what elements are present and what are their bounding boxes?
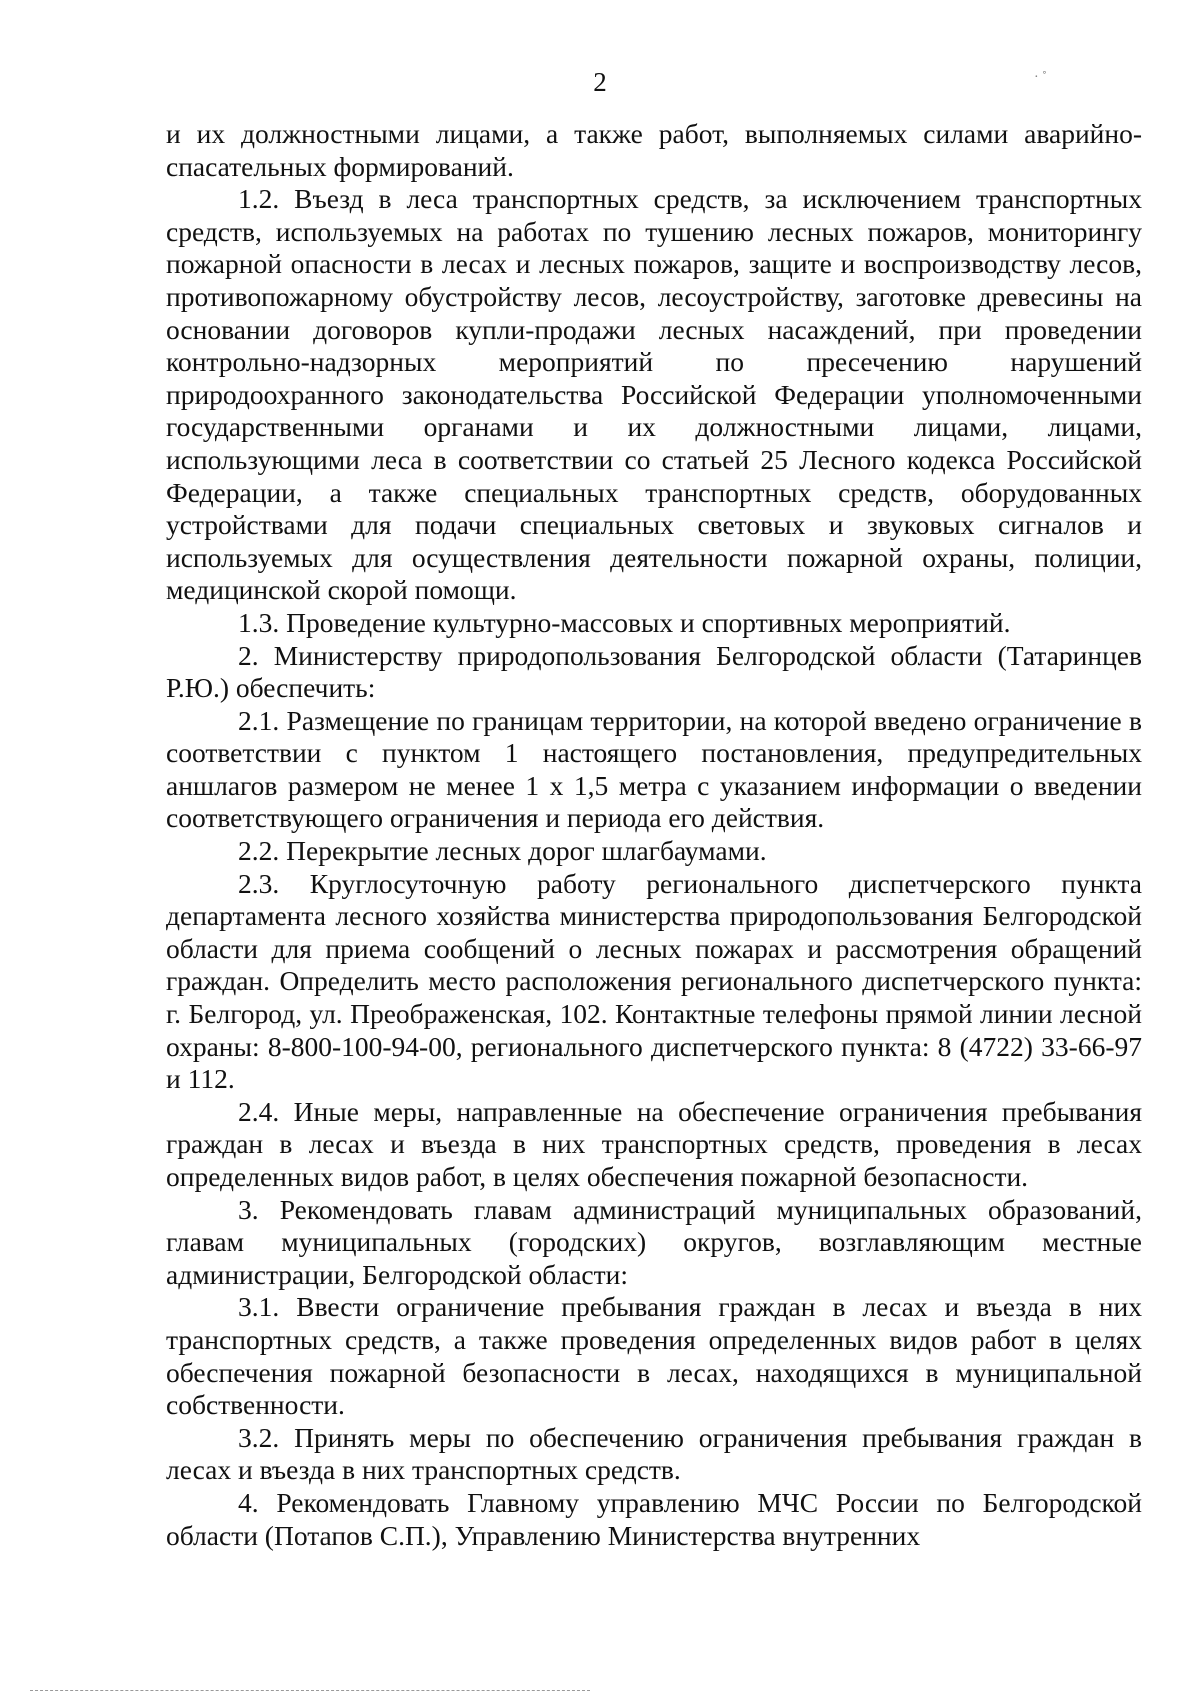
paragraph-continuation: и их должностными лицами, а также работ, выполняемых силами аварийно-спасательных формирований. [166,118,1142,182]
paragraph-4: 4. Рекомендовать Главному управлению МЧС России по Белгородской области (Потапов С.П.), Управлению Министерства внутренних [166,1486,1142,1551]
paragraph-2-2: 2.2. Перекрытие лесных дорог шлагбаумами. [238,835,767,867]
paragraph-1-3: 1.3. Проведение культурно-массовых и спортивных мероприятий. [238,606,1011,638]
page-number: 2 [593,67,607,97]
paragraph-2-1: 2.1. Размещение по границам территории, на которой введено ограничение в соответствии с пунктом 1 настоящего постановления, предупредительных аншлагов размером не менее 1 х 1,5 метра с указанием информации о введении соответствующего ограничения и периода его действия. [166,704,1142,834]
paragraph-3-2: 3.2. Принять меры по обеспечению ограничения пребывания граждан в лесах и въезда в них транспортных средств. [166,1421,1142,1486]
scan-edge-line [30,1690,590,1691]
paragraph-2: 2. Министерству природопользования Белгородской области (Татаринцев Р.Ю.) обеспечить: [166,639,1142,704]
scan-artifact: · ˚ [1034,70,1047,85]
paragraph-3: 3. Рекомендовать главам администраций муниципальных образований, главам муниципальных (городских) округов, возглавляющим местные администрации, Белгородской области: [166,1193,1142,1290]
document-body [166,118,1142,1552]
paragraph-3-1: 3.1. Ввести ограничение пребывания граждан в лесах и въезда в них транспортных средств, а также проведения определенных видов работ в целях обеспечения пожарной безопасности в лесах, находящихся в муниципальной собственности. [166,1291,1142,1421]
paragraph-1-2: 1.2. Въезд в леса транспортных средств, за исключением транспортных средств, используемых на работах по тушению лесных пожаров, мониторингу пожарной опасности в лесах и лесных пожаров, защите и воспроизводству лесов, противопожарному обустройству лесов, лесоустройству, заготовке древесины на основании договоров купли-продажи лесных насаждений, при проведении контрольно-надзорных мероприятий по пресечению нарушений природоохранного законодательства Российской Федерации уполномоченными государственными органами и их должностными лицами, лицами, использующими леса в соответствии со статьей 25 Лесного кодекса Российской Федерации, а также специальных транспортных средств, оборудованных устройствами для подачи специальных световых и звуковых сигналов и используемых для осуществления деятельности пожарной охраны, полиции, медицинской скорой помощи. [166,183,1142,606]
paragraph-2-4: 2.4. Иные меры, направленные на обеспечение ограничения пребывания граждан в лесах и въезда в них транспортных средств, проведения в лесах определенных видов работ, в целях обеспечения пожарной безопасности. [166,1095,1142,1192]
paragraph-2-3: 2.3. Круглосуточную работу регионального диспетчерского пункта департамента лесного хозяйства министерства природопользования Белгородской области для приема сообщений о лесных пожарах и рассмотрения обращений граждан. Определить место расположения регионального диспетчерского пункта: г. Белгород, ул. Преображенская, 102. Контактные телефоны прямой линии лесной охраны: 8-800-100-94-00, регионального диспетчерского пункта: 8 (4722) 33-66-97 и 112. [166,867,1142,1095]
